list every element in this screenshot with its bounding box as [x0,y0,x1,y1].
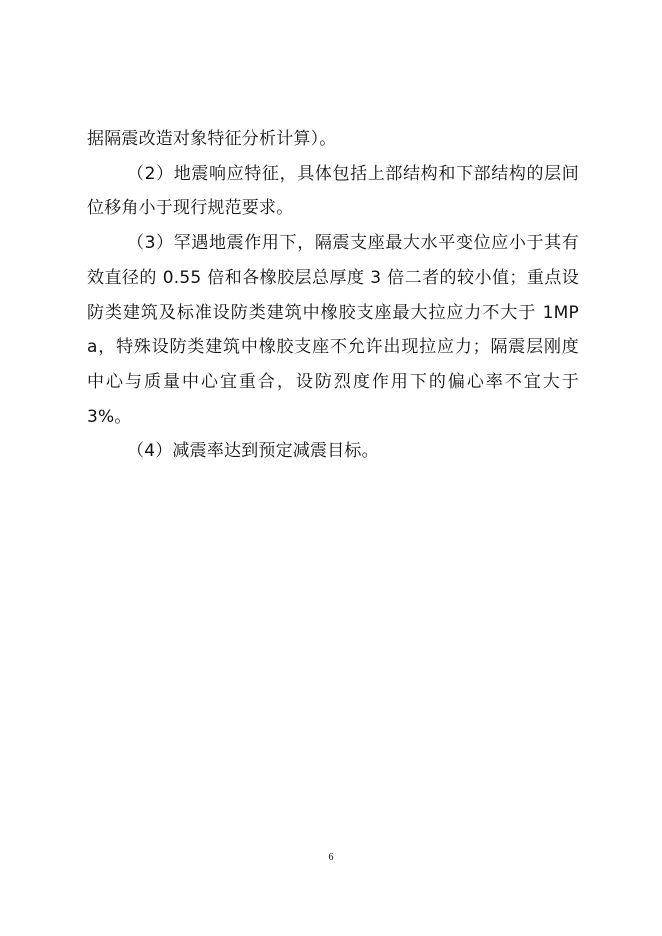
page-number: 6 [328,852,334,863]
paragraph-item-2: （2）地震响应特征，具体包括上部结构和下部结构的层间位移角小于现行规范要求。 [87,163,579,219]
paragraph-continuation: 据隔震改造对象特征分析计算）。 [87,129,337,149]
paragraph-item-4: （4）减震率达到预定减震目标。 [127,441,379,462]
paragraph-item-3: （3）罕遇地震作用下，隔震支座最大水平变位应小于其有效直径的 0.55 倍和各橡胶层总厚度 3 倍二者的较小值；重点设防类建筑及标准设防类建筑中橡胶支座最大拉应力不大于 1MPa，特殊设防类建筑中橡胶支座不允许出现拉应力；隔震层刚度中心与质量中心宜重合，设防烈度作用下的偏心率不宜大于 3%。 [87,233,579,427]
body-text [87,122,579,469]
